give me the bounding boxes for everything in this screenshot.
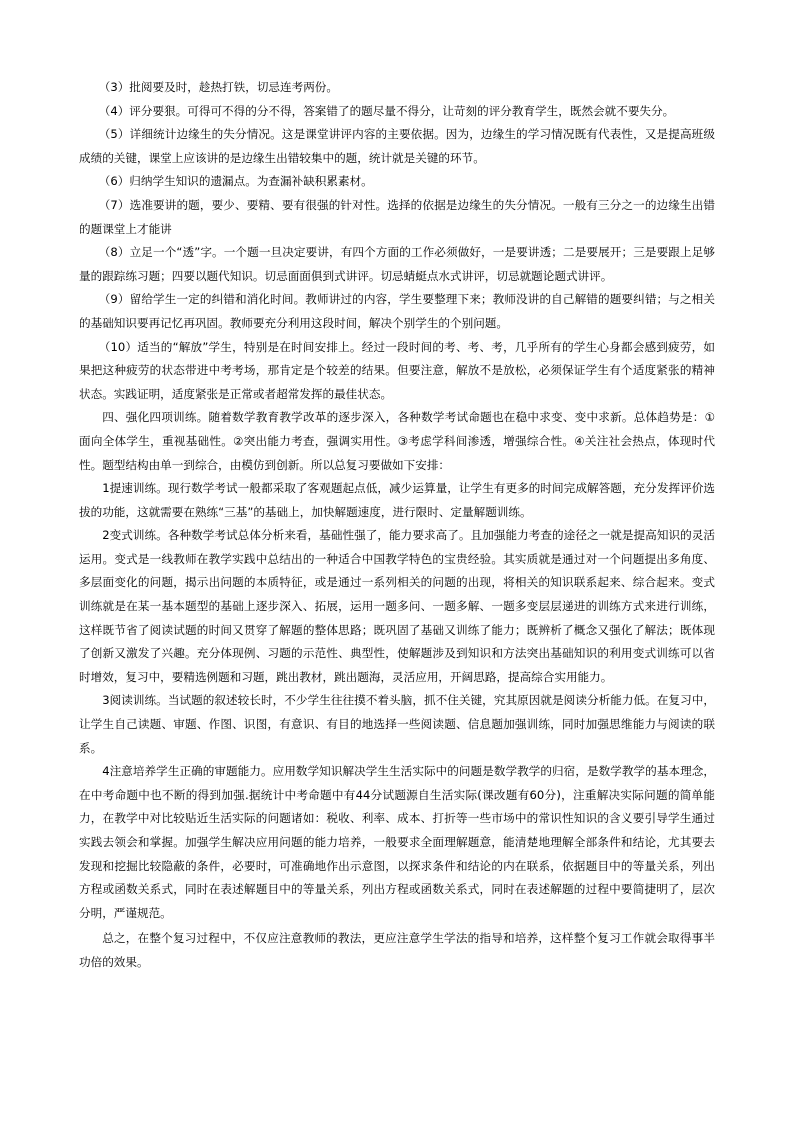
paragraph-problem-reading-ability: 4注意培养学生正确的审题能力。应用数学知识解决学生生活实际中的问题是数学教学的归宿，是数学教学的基本理念，在中考命题中也不断的得到加强.据统计中考命题中有44分试题源自生活实际(课改题有60分)，注重解决实际问题的简单能力，在教学中对比较贴近生活实际的问题诸如：税收、利率、成本、打折等一些市场中的常识性知识的含义要引导学生通过实践去领会和掌握。加强学生解决应用问题的能力培养，一般要求全面理解题意，能清楚地理解全部条件和结论，尤其要去发现和挖掘比较隐蔽的条件，必要时，可准确地作出示意图，以探求条件和结论的内在联系，依据题目中的等量关系，列出方程或函数关系式，同时在表述解题目中的等量关系，列出方程或函数关系式，同时在表述解题的过程中要简捷明了，层次分明，严谨规范。 bbox=[79, 764, 715, 920]
paragraph-item-7: （7）选准要讲的题，要少、要精、要有很强的针对性。选择的依据是边缘生的失分情况。一般有三分之一的边缘生出错的题课堂上才能讲 bbox=[79, 197, 715, 236]
paragraph-item-8: （8）立足一个“透”字。一个题一旦决定要讲，有四个方面的工作必须做好，一是要讲透；二是要展开；三是要跟上足够量的跟踪练习题；四要以题代知识。切忌面面俱到式讲评。切忌蜻蜓点水式讲评，切忌就题论题式讲评。 bbox=[79, 245, 715, 283]
paragraph-reading-training: 3阅读训练。当试题的叙述较长时，不少学生往往摸不着头脑，抓不住关键，究其原因就是阅读分析能力低。在复习中，让学生自己读题、审题、作图、识图，有意识、有目的地选择一些阅读题、信息题加强训练，同时加强思维能力与阅读的联系。 bbox=[79, 693, 715, 755]
paragraph-item-6: （6）归纳学生知识的遗漏点。为查漏补缺积累素材。 bbox=[98, 174, 373, 189]
paragraph-item-3: （3）批阅要及时，趁热打铁，切忌连考两份。 bbox=[98, 80, 338, 94]
paragraph-item-5: （5）详细统计边缘生的失分情况。这是课堂讲评内容的主要依据。因为，边缘生的学习情况既有代表性，又是提高班级成绩的关键，课堂上应该讲的是边缘生出错较集中的题，统计就是关键的环节。 bbox=[79, 127, 715, 165]
paragraph-variant-training: 2变式训练。各种数学考试总体分析来看，基础性强了，能力要求高了。且加强能力考查的途径之一就是提高知识的灵活运用。变式是一线教师在教学实践中总结出的一种适合中国教学特色的宝贵经验。其实质就是通过对一个问题提出多角度、多层面变化的问题，揭示出问题的本质特征，或是通过一系列相关的问题的出现，将相关的知识联系起来、综合起来。变式训练就是在某一基本题型的基础上逐步深入、拓展，运用一题多问、一题多解、一题多变层层递进的训练方式来进行训练，这样既节省了阅读试题的时间又贯穿了解题的整体思路；既巩固了基础又训练了能力；既辨析了概念又强化了解法；既体现了创新又激发了兴趣。充分体现例、习题的示范性、典型性，使解题涉及到知识和方法突出基础知识的利用变式训练可以省时增效，复习中，要精选例题和习题，跳出教材，跳出题海，灵活应用，开阔思路，提高综合实用能力。 bbox=[79, 528, 715, 684]
paragraph-item-10: （10）适当的“解放”学生，特别是在时间安排上。经过一段时间的考、考、考，几乎所有的学生心身都会感到疲劳，如果把这种疲劳的状态带进中考考场，那肯定是个较差的结果。但要注意，解放不是放松，必须保证学生有个适度紧张的精神状态。实践证明，适度紧张是正常或者超常发挥的最佳状态。 bbox=[79, 339, 715, 401]
section-four-heading-paragraph: 四、强化四项训练。随着数学教育教学改革的逐步深入，各种数学考试命题也在稳中求变、变中求新。总体趋势是：①面向全体学生，重视基础性。②突出能力考查，强调实用性。③考虑学科间渗透，增强综合性。④关注社会热点，体现时代性。题型结构由单一到综合，由模仿到创新。所以总复习要做如下安排： bbox=[79, 410, 715, 472]
paragraph-speed-training: 1提速训练。现行数学考试一般都采取了客观题起点低，减少运算量，让学生有更多的时间完成解答题，充分发挥评价选拔的功能，这就需要在熟练“三基”的基础上，加快解题速度，进行限时、定量解题训练。 bbox=[79, 481, 715, 519]
paragraph-item-4: （4）评分要狠。可得可不得的分不得，答案错了的题尽量不得分，让苛刻的评分教育学生，既然会就不要失分。 bbox=[98, 103, 675, 118]
paragraph-item-9: （9）留给学生一定的纠错和消化时间。教师讲过的内容，学生要整理下来；教师没讲的自己解错的题要纠错；与之相关的基础知识要再记忆再巩固。教师要充分利用这段时间，解决个别学生的个别问题。 bbox=[79, 292, 715, 330]
paragraph-conclusion: 总之，在整个复习过程中，不仅应注意教师的教法，更应注意学生学法的指导和培养，这样整个复习工作就会取得事半功倍的效果。 bbox=[79, 931, 715, 969]
document-body bbox=[79, 76, 715, 975]
